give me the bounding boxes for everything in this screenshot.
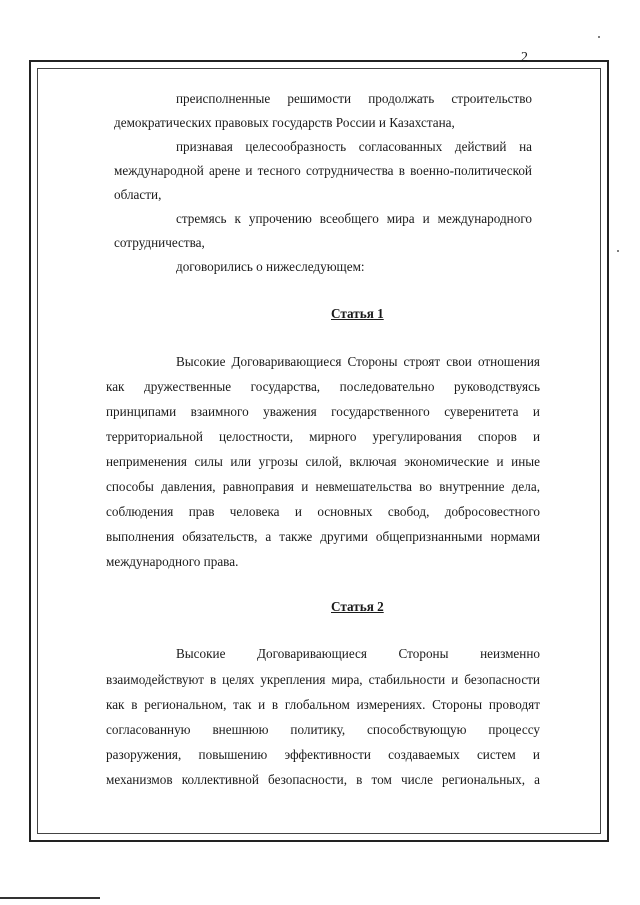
intro-p4-line1: договорились о нижеследующем:: [176, 259, 365, 274]
article1-line: способы давления, равноправия и невмешательства во внутренние дела,: [106, 479, 540, 494]
article2-line: как в региональном, так и в глобальном измерениях. Стороны проводят: [106, 697, 540, 712]
intro-p1-line2: демократических правовых государств России и Казахстана,: [114, 115, 455, 130]
article2-line: согласованную внешнюю политику, способствующую процессу: [106, 722, 540, 737]
page-number: 2: [521, 50, 528, 65]
article2-heading: Статья 2: [331, 599, 384, 614]
article1-line: выполнения обязательств, а также другими общепризнанными нормами: [106, 529, 540, 544]
article1-line: Высокие Договаривающиеся Стороны строят свои отношения: [176, 354, 540, 369]
article2-line: взаимодействуют в целях укрепления мира, стабильности и безопасности: [106, 672, 540, 687]
intro-p3-line2: сотрудничества,: [114, 235, 205, 250]
intro-p3-line1: стремясь к упрочению всеобщего мира и международного: [176, 211, 532, 226]
article1-line: как дружественные государства, последовательно руководствуясь: [106, 379, 540, 394]
article2-line: разоружения, повышению эффективности создаваемых систем и: [106, 747, 540, 762]
article2-line: механизмов коллективной безопасности, в том числе региональных, а: [106, 772, 540, 787]
article1-line: международного права.: [106, 554, 239, 569]
scan-dot: [617, 250, 619, 252]
article2-line: Высокие Договаривающиеся Стороны неизменно: [176, 646, 540, 661]
article1-line: территориальной целостности, мирного урегулирования споров и: [106, 429, 540, 444]
article1-line: принципами взаимного уважения государственного суверенитета и: [106, 404, 540, 419]
page-frame-inner: [37, 68, 601, 834]
intro-p2-line3: области,: [114, 187, 162, 202]
intro-p1-line1: преисполненные решимости продолжать строительство: [176, 91, 532, 106]
article1-line: соблюдения прав человека и основных свобод, добросовестного: [106, 504, 540, 519]
scan-dot: [598, 36, 600, 38]
scan-mark: [0, 897, 100, 899]
intro-p2-line2: международной арене и тесного сотрудничества в военно-политической: [114, 163, 532, 178]
article1-heading: Статья 1: [331, 306, 384, 321]
article1-line: неприменения силы или угрозы силой, включая экономические и иные: [106, 454, 540, 469]
intro-p2-line1: признавая целесообразность согласованных действий на: [176, 139, 532, 154]
